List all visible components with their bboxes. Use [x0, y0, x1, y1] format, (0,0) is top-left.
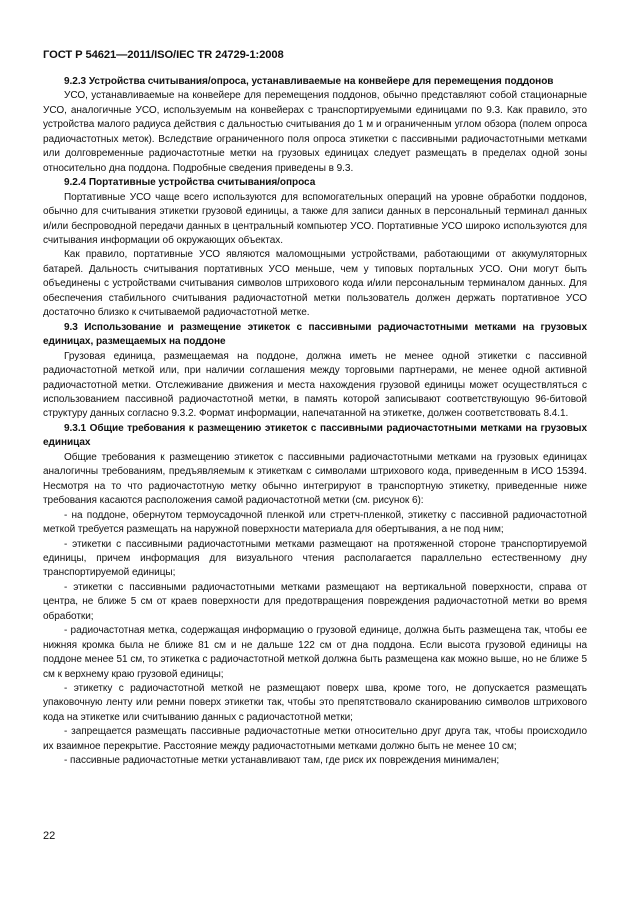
body-paragraph: УСО, устанавливаемые на конвейере для перемещения поддонов, обычно представляют собой стационарные УСО, аналогичные УСО, используемым на конвейерах с транспортируемыми единицами по 9.3. Как правило, это устройства малого радиуса действия с дальностью считывания до 1 м и ограниченным углом обзора (полем опроса радиочастотных меток). Вследствие ограниченного поля опроса этикетки с пассивными радиочастотными метками или долговременные радиочастотные метки на грузовых единицах следует размещать в пределах одной зоны относительно дна поддона. Подробные сведения приведены в 9.3.: [43, 90, 587, 174]
body-paragraph: Как правило, портативные УСО являются маломощными устройствами, работающими от аккумуляторных батарей. Дальность считывания портативных УСО меньше, чем у типовых портальных УСО. Они могут быть объединены с устройствами считывания символов штрихового кода и/или персональным терминалом данных. Для обеспечения стабильного считывания радиочастотной метки пользователь должен держать портативное УСО достаточно близко к считываемой радиочастотной метке.: [43, 249, 587, 319]
page-content: [43, 75, 587, 769]
document-header: ГОСТ Р 54621—2011/ISO/IEC TR 24729-1:2008: [43, 49, 284, 61]
page-number: 22: [43, 830, 56, 842]
body-paragraph: - запрещается размещать пассивные радиочастотные метки относительно друг друга так, чтобы происходило их взаимное перекрытие. Расстояние между радиочастотными метками должно быть не менее 10 см;: [43, 726, 587, 752]
body-paragraph: - этикетки с пассивными радиочастотными метками размещают на вертикальной поверхности, справа от центра, не ближе 5 см от краев поверхности для предотвращения повреждения радиочастотной метки во время обработки;: [43, 581, 587, 622]
body-paragraph: - этикетки с пассивными радиочастотными метками размещают на протяженной стороне транспортируемой единицы, причем информация для визуального чтения располагается параллельно естественному дну транспортируемой единицы;: [43, 538, 587, 579]
section-heading: 9.3 Использование и размещение этикеток с пассивными радиочастотными метками на грузовых единицах, размещаемых на поддоне: [43, 321, 587, 348]
section-heading: 9.2.3 Устройства считывания/опроса, устанавливаемые на конвейере для перемещения поддонов: [64, 76, 554, 87]
section-heading: 9.3.1 Общие требования к размещению этикеток с пассивными радиочастотными метками на грузовых единицах: [43, 422, 587, 449]
body-paragraph: - этикетку с радиочастотной меткой не размещают поверх шва, кроме того, не допускается размещать упаковочную ленту или ремни поверх этикетки так, чтобы это препятствовало сканированию символов штрихового кода на этикетке или считыванию данных с радиочастотной метки;: [43, 683, 587, 723]
section-heading: 9.2.4 Портативные устройства считывания/опроса: [64, 177, 316, 189]
body-paragraph: - пассивные радиочастотные метки устанавливают там, где риск их повреждения минимален;: [64, 755, 500, 767]
body-paragraph: - радиочастотная метка, содержащая информацию о грузовой единице, должна быть размещена так, чтобы ее нижняя кромка была не ближе 81 см и не дальше 122 см от дна поддона. Если высота грузовой единицы на поддоне менее 51 см, то этикетка с радиочастотной меткой должна быть размещена как можно выше, но не ближе 5 см к верхнему краю грузовой единицы;: [43, 625, 587, 680]
body-paragraph: Грузовая единица, размещаемая на поддоне, должна иметь не менее одной этикетки с пассивной радиочастотной меткой или, при наличии соглашения между торговыми партнерами, не менее одной активной радиочастотной метки. Отслеживание движения и места нахождения грузовой единицы может осуществляться с использованием пассивной радиочастотной метки, в память которой записывают соответствующую 96-битовой структуру данных согласно 9.3.2. Формат информации, напечатанной на этикетке, должен соответствовать 8.4.1.: [43, 350, 587, 420]
body-paragraph: - на поддоне, обернутом термоусадочной пленкой или стретч-пленкой, этикетку с пассивной радиочастотной меткой требуется размещать на наружной поверхности материала для обертывания, а не под ним;: [43, 509, 587, 536]
body-paragraph: Портативные УСО чаще всего используются для вспомогательных операций на уровне обработки поддонов, обычно для считывания этикетки грузовой единицы, а также для записи данных в персональный терминал данных и/или беспроводной передачи данных в центральный компьютер УСО. Портативные УСО широко используются для считывания информации об окружающих объектах.: [43, 191, 587, 246]
body-paragraph: Общие требования к размещению этикеток с пассивными радиочастотными метками на грузовых единицах аналогичны требованиям, предъявляемым к этикеткам с символами штрихового кода, приведенным в ИСО 15394. Несмотря на то что радиочастотную метку обычно интегрируют в транспортную этикетку, приведенные ниже требования касаются расположения самой радиочастотной метки (см. рисунок 6):: [43, 451, 587, 507]
